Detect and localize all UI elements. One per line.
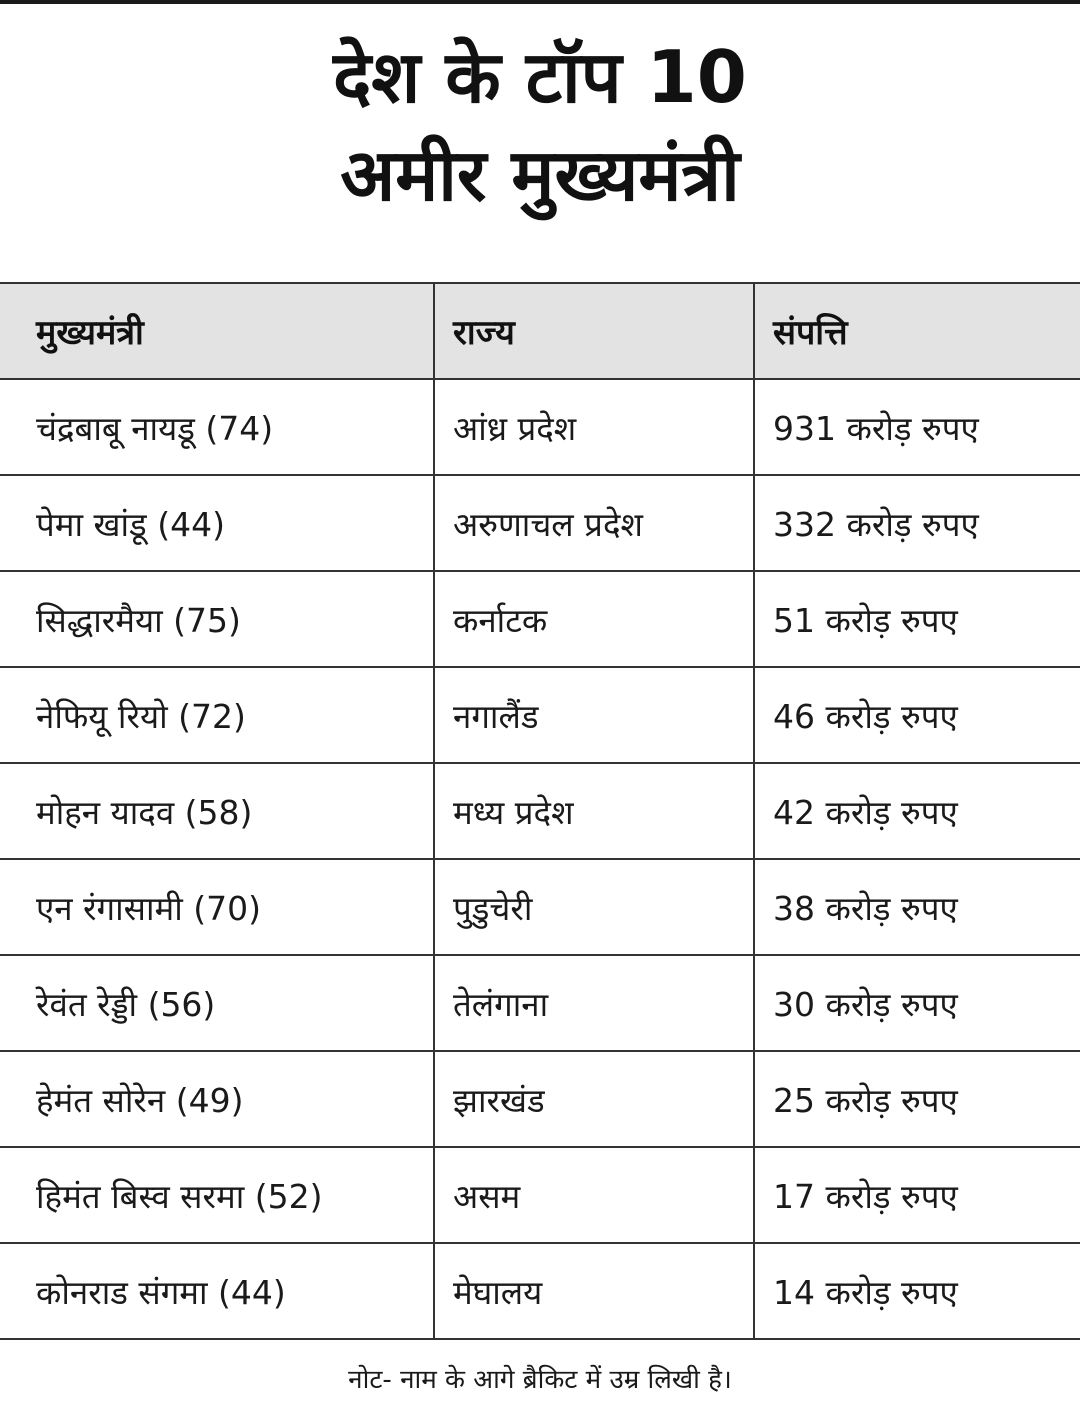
cell-assets: 51 करोड़ रुपए <box>754 571 1080 667</box>
header-assets: संपत्ति <box>754 283 1080 379</box>
cell-state: अरुणाचल प्रदेश <box>434 475 754 571</box>
cell-state: मेघालय <box>434 1243 754 1339</box>
table-header-row <box>0 283 1080 379</box>
top-border <box>0 0 1080 4</box>
cell-state: कर्नाटक <box>434 571 754 667</box>
cell-state: पुडुचेरी <box>434 859 754 955</box>
cell-assets: 332 करोड़ रुपए <box>754 475 1080 571</box>
cell-state: असम <box>434 1147 754 1243</box>
table-row <box>0 859 1080 955</box>
cell-assets: 42 करोड़ रुपए <box>754 763 1080 859</box>
table-row <box>0 475 1080 571</box>
table-row <box>0 1243 1080 1339</box>
cell-chief-minister: कोनराड संगमा (44) <box>0 1243 434 1339</box>
cell-state: मध्य प्रदेश <box>434 763 754 859</box>
cell-assets: 30 करोड़ रुपए <box>754 955 1080 1051</box>
cell-assets: 931 करोड़ रुपए <box>754 379 1080 475</box>
cell-chief-minister: मोहन यादव (58) <box>0 763 434 859</box>
footnote: नोट- नाम के आगे ब्रैकिट में उम्र लिखी है। <box>348 1365 732 1395</box>
cell-state: तेलंगाना <box>434 955 754 1051</box>
table-row <box>0 955 1080 1051</box>
cell-chief-minister: सिद्धारमैया (75) <box>0 571 434 667</box>
header-chief-minister: मुख्यमंत्री <box>0 283 434 379</box>
cell-chief-minister: नेफियू रियो (72) <box>0 667 434 763</box>
cell-assets: 46 करोड़ रुपए <box>754 667 1080 763</box>
page-title <box>0 28 1080 224</box>
cell-chief-minister: एन रंगासामी (70) <box>0 859 434 955</box>
cell-chief-minister: रेवंत रेड्डी (56) <box>0 955 434 1051</box>
table-row <box>0 667 1080 763</box>
cell-state: झारखंड <box>434 1051 754 1147</box>
cell-chief-minister: पेमा खांडू (44) <box>0 475 434 571</box>
cell-chief-minister: हेमंत सोरेन (49) <box>0 1051 434 1147</box>
table-row <box>0 379 1080 475</box>
title-line-2: अमीर मुख्यमंत्री <box>340 133 740 217</box>
cell-assets: 25 करोड़ रुपए <box>754 1051 1080 1147</box>
cell-state: नगालैंड <box>434 667 754 763</box>
cell-state: आंध्र प्रदेश <box>434 379 754 475</box>
table-row <box>0 763 1080 859</box>
header-state: राज्य <box>434 283 754 379</box>
cell-assets: 38 करोड़ रुपए <box>754 859 1080 955</box>
cell-chief-minister: हिमंत बिस्व सरमा (52) <box>0 1147 434 1243</box>
chief-ministers-table <box>0 282 1080 1340</box>
title-line-1: देश के टॉप 10 <box>333 35 747 119</box>
table-row <box>0 1051 1080 1147</box>
cell-assets: 14 करोड़ रुपए <box>754 1243 1080 1339</box>
cell-chief-minister: चंद्रबाबू नायडू (74) <box>0 379 434 475</box>
table-row <box>0 571 1080 667</box>
table-row <box>0 1147 1080 1243</box>
cell-assets: 17 करोड़ रुपए <box>754 1147 1080 1243</box>
